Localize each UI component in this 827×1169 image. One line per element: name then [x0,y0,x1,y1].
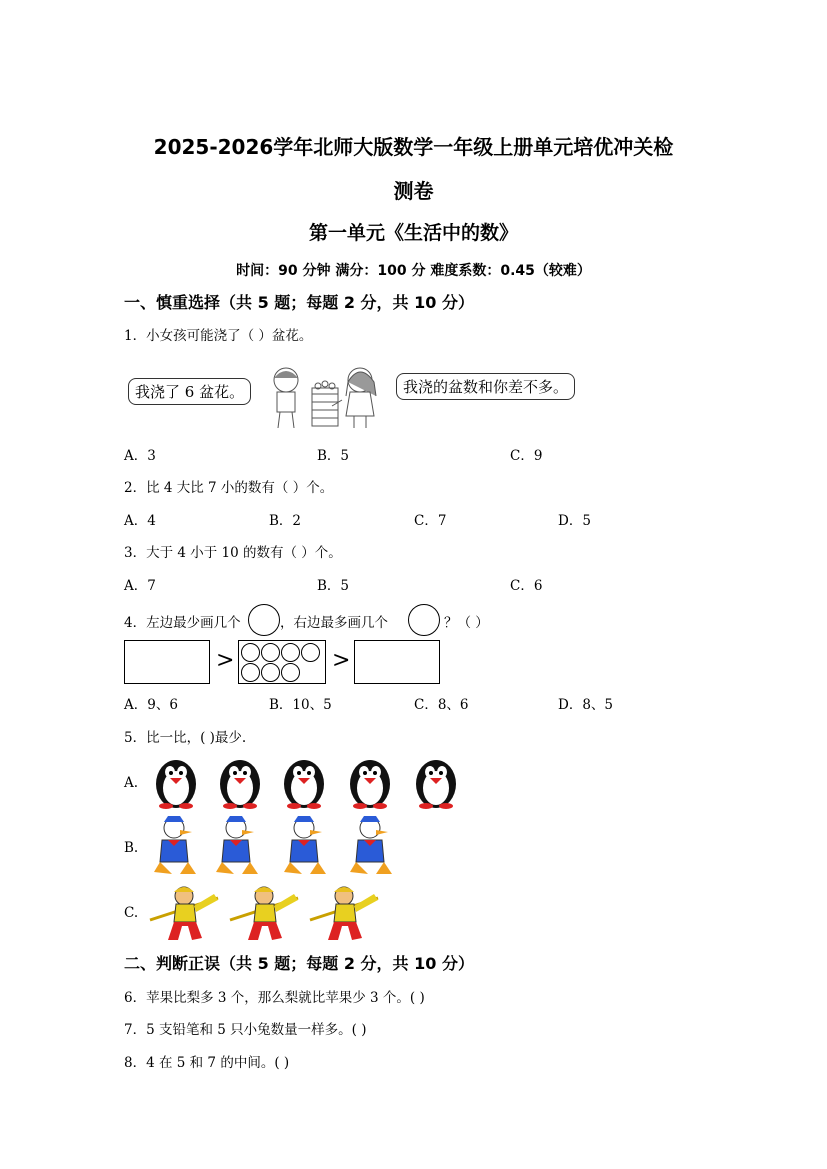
flower-pots [312,381,338,426]
exam-title-line2: 测卷 [393,179,434,203]
right-empty-box[interactable] [354,640,440,684]
girl-speech-bubble: 我浇的盆数和你差不多。 [396,373,575,400]
question-2: 2．比 4 大比 7 小的数有（ ）个。 [124,480,334,496]
middle-circles-box [238,640,326,684]
penguin [156,760,196,809]
monkey-king [310,887,378,940]
question-7: 7．5 支铅笔和 5 只小兔数量一样多。( ) [124,1022,367,1038]
q2-option-c[interactable]: C．7 [414,513,447,529]
greater-than-sign: > [332,648,351,673]
question-1: 1．小女孩可能浇了（ ）盆花。 [124,328,313,344]
q3-option-c[interactable]: C．6 [510,578,543,594]
penguin [220,760,260,809]
circle [281,643,300,662]
q1-option-c[interactable]: C．9 [510,448,543,464]
monkey-kings-row [148,880,388,944]
question-4-part-b: ，右边最多画几个 [280,615,388,631]
circle [301,643,320,662]
exam-title-line1: 2025-2026学年北师大版数学一年级上册单元培优冲关检 [153,135,674,159]
q2-option-b[interactable]: B．2 [269,513,302,529]
circle-symbol [248,604,280,636]
duck [350,816,392,874]
boy-speech-bubble: 我浇了 6 盆花。 [128,378,251,405]
penguin [350,760,390,809]
circle [261,643,280,662]
exam-meta: 时间：90 分钟 满分：100 分 难度系数：0.45（较难） [236,263,591,279]
q4-option-a[interactable]: A．9、6 [124,697,178,713]
penguins-row [150,754,465,810]
penguin [284,760,324,809]
q4-option-d[interactable]: D．8、5 [558,697,614,713]
q5-option-c-label[interactable]: C. [124,905,139,921]
section-2-heading: 二、判断正误（共 5 题；每题 2 分，共 10 分） [124,954,474,973]
q3-option-a[interactable]: A．7 [124,578,156,594]
children-watering-illustration [262,360,402,432]
monkey-king [150,887,218,940]
penguin [416,760,456,809]
circle [241,663,260,682]
question-8: 8．4 在 5 和 7 的中间。( ) [124,1055,290,1071]
q3-option-b[interactable]: B．5 [317,578,350,594]
duck [154,816,196,874]
q4-option-b[interactable]: B．10、5 [269,697,332,713]
question-3: 3．大于 4 小于 10 的数有（ ）个。 [124,545,342,561]
q1-option-a[interactable]: A．3 [124,448,156,464]
circle-symbol [408,604,440,636]
question-6: 6．苹果比梨多 3 个，那么梨就比苹果少 3 个。( ) [124,990,425,1006]
duck [284,816,326,874]
question-4-part-a: 4．左边最少画几个 [124,615,241,631]
section-1-heading: 一、慎重选择（共 5 题；每题 2 分，共 10 分） [124,293,474,312]
q5-option-a-label[interactable]: A. [124,775,139,791]
q4-option-c[interactable]: C．8、6 [414,697,469,713]
duck [216,816,258,874]
circle [241,643,260,662]
left-empty-box[interactable] [124,640,210,684]
q5-option-b-label[interactable]: B. [124,840,139,856]
q2-option-a[interactable]: A．4 [124,513,156,529]
monkey-king [230,887,298,940]
question-4-part-c: ？（ ） [444,615,489,631]
question-5: 5．比一比，( )最少. [124,730,247,746]
ducks-row [150,814,400,880]
greater-than-sign: > [216,648,235,673]
q2-option-d[interactable]: D．5 [558,513,591,529]
q1-option-b[interactable]: B．5 [317,448,350,464]
circle [281,663,300,682]
unit-title: 第一单元《生活中的数》 [308,222,518,244]
circle [261,663,280,682]
